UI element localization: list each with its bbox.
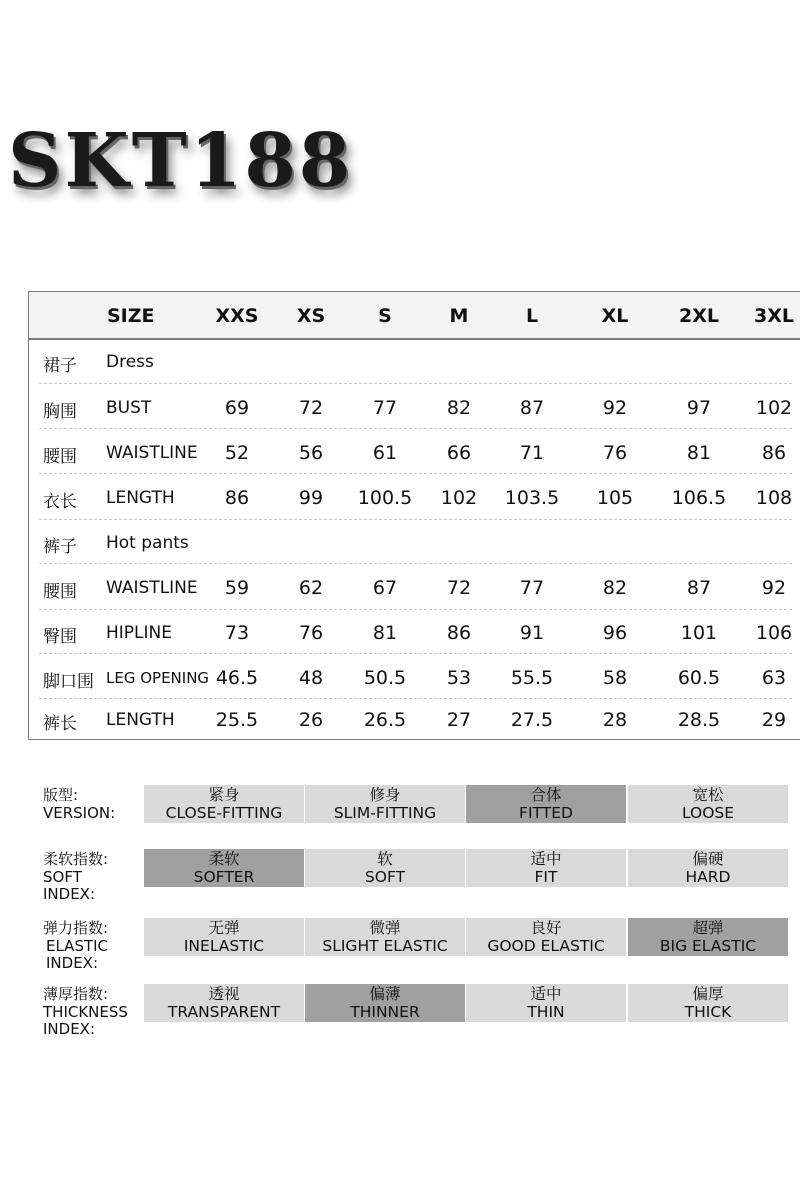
table-cell: 100.5 xyxy=(357,487,413,509)
table-cell: 86 xyxy=(224,487,250,509)
table-row xyxy=(29,429,800,474)
guide-option-en: THINNER xyxy=(350,1003,420,1021)
table-cell: 101 xyxy=(680,622,718,644)
table-cell: 102 xyxy=(755,397,793,419)
guide-option-en: SLIM-FITTING xyxy=(333,804,437,822)
guide-option xyxy=(305,849,465,887)
table-cell: 105 xyxy=(596,487,634,509)
table-cell: 72 xyxy=(298,397,324,419)
table-cell: 61 xyxy=(372,442,398,464)
guide-option-en: LOOSE xyxy=(681,804,735,822)
table-cell: 103.5 xyxy=(504,487,560,509)
table-cell: 81 xyxy=(686,442,712,464)
guide-option xyxy=(144,785,304,823)
guide-label-line: 薄厚指数: xyxy=(43,985,109,1003)
table-cell: 67 xyxy=(372,577,398,599)
guide-option xyxy=(628,849,788,887)
table-cell: 102 xyxy=(440,487,478,509)
guide-option-selected xyxy=(144,849,304,887)
table-cell: 99 xyxy=(298,487,324,509)
guide-option-cn: 偏硬 xyxy=(692,850,724,868)
size-chart-table xyxy=(28,291,800,740)
guide-label xyxy=(43,920,108,973)
guide-option xyxy=(628,785,788,823)
guide-option-en: BIG ELASTIC xyxy=(659,937,757,955)
table-cell: 27 xyxy=(446,709,472,731)
guide-option-selected xyxy=(466,785,626,823)
guide-option-en: HARD xyxy=(685,868,731,886)
size-header-cell: S xyxy=(378,305,392,327)
row-label-en: LENGTH xyxy=(106,710,175,730)
guide-option-cn: 无弹 xyxy=(208,919,240,937)
table-cell: 77 xyxy=(519,577,545,599)
table-cell: 25.5 xyxy=(215,709,259,731)
table-row xyxy=(29,699,800,739)
table-cell: 106 xyxy=(755,622,793,644)
guide-option-en: GOOD ELASTIC xyxy=(487,937,605,955)
table-cell: 97 xyxy=(686,397,712,419)
guide-option-cn: 偏厚 xyxy=(692,985,724,1003)
row-label-cn: 腰围 xyxy=(43,447,77,467)
table-cell: 106.5 xyxy=(671,487,727,509)
table-cell: 63 xyxy=(761,667,787,689)
guide-option-en: THICK xyxy=(684,1003,732,1021)
table-cell: 86 xyxy=(446,622,472,644)
table-cell: 71 xyxy=(519,442,545,464)
row-label-en: LENGTH xyxy=(106,488,175,508)
table-cell: 53 xyxy=(446,667,472,689)
guide-label-line: 弹力指数: xyxy=(43,919,109,937)
table-cell: 92 xyxy=(761,577,787,599)
table-cell: 52 xyxy=(224,442,250,464)
size-header-cell: XL xyxy=(601,305,629,327)
table-cell: 50.5 xyxy=(363,667,407,689)
table-cell: 46.5 xyxy=(215,667,259,689)
guide-option-en: SOFTER xyxy=(193,868,255,886)
table-cell: 28 xyxy=(602,709,628,731)
table-cell: 26.5 xyxy=(363,709,407,731)
guide-label-line: 版型: xyxy=(43,786,79,804)
table-cell: 76 xyxy=(602,442,628,464)
guide-option-cn: 适中 xyxy=(530,850,562,868)
row-label-en: LEG OPENING xyxy=(106,669,210,687)
guide-option-en: SLIGHT ELASTIC xyxy=(322,937,448,955)
guide-option xyxy=(466,984,626,1022)
row-label-cn: 裤长 xyxy=(43,714,77,734)
guide-label-line: INDEX: xyxy=(46,954,99,972)
guide-label-line: INDEX: xyxy=(43,1020,96,1038)
table-cell: 27.5 xyxy=(510,709,554,731)
guide-label xyxy=(43,851,108,904)
brand-logo: SKT188 xyxy=(8,118,354,204)
table-cell: 28.5 xyxy=(677,709,721,731)
table-row xyxy=(29,654,800,699)
size-header-cell: 2XL xyxy=(679,305,719,327)
guide-option-en: INELASTIC xyxy=(183,937,265,955)
row-label-en: WAISTLINE xyxy=(106,578,198,598)
table-cell: 73 xyxy=(224,622,250,644)
guide-option-selected xyxy=(305,984,465,1022)
guide-label-line: VERSION: xyxy=(43,803,116,822)
table-cell: 55.5 xyxy=(510,667,554,689)
guide-option-cn: 软 xyxy=(377,850,393,868)
guide-option-cn: 良好 xyxy=(530,919,562,937)
table-cell: 56 xyxy=(298,442,324,464)
guide-option-en: TRANSPARENT xyxy=(167,1003,281,1021)
row-label-cn: 胸围 xyxy=(43,402,77,422)
guide-option-cn: 透视 xyxy=(208,985,240,1003)
table-cell: 108 xyxy=(755,487,793,509)
guide-option xyxy=(305,785,465,823)
size-header-cell: XXS xyxy=(215,305,259,327)
table-cell: 26 xyxy=(298,709,324,731)
guide-option-cn: 修身 xyxy=(369,786,401,804)
row-label-cn: 衣长 xyxy=(43,492,77,512)
table-cell: 81 xyxy=(372,622,398,644)
guide-option-cn: 偏薄 xyxy=(369,985,401,1003)
guide-option xyxy=(628,984,788,1022)
table-cell: 72 xyxy=(446,577,472,599)
row-label-en: Dress xyxy=(106,352,154,372)
guide-label xyxy=(43,787,115,822)
row-label-en: BUST xyxy=(106,398,152,418)
guide-option xyxy=(144,984,304,1022)
table-cell: 66 xyxy=(446,442,472,464)
guide-option-en: SOFT xyxy=(364,868,406,886)
table-cell: 86 xyxy=(761,442,787,464)
table-cell: 48 xyxy=(298,667,324,689)
size-header-label: SIZE xyxy=(107,305,155,327)
table-row xyxy=(29,610,800,654)
table-cell: 87 xyxy=(519,397,545,419)
row-label-en: WAISTLINE xyxy=(106,443,198,463)
guide-option xyxy=(466,849,626,887)
guide-label-line: SOFT xyxy=(43,867,82,886)
guide-option-cn: 合体 xyxy=(530,786,562,804)
table-cell: 59 xyxy=(224,577,250,599)
row-label-cn: 脚口围 xyxy=(43,672,94,692)
size-header-cell: M xyxy=(449,305,469,327)
table-row xyxy=(29,564,800,610)
row-label-cn: 裙子 xyxy=(43,356,77,376)
guide-option-en: FIT xyxy=(534,868,558,886)
row-label-cn: 臀围 xyxy=(43,627,77,647)
size-header-cell: L xyxy=(525,305,539,327)
guide-option-cn: 超弹 xyxy=(692,919,724,937)
table-section-row xyxy=(29,520,800,564)
table-row xyxy=(29,474,800,520)
row-label-cn: 腰围 xyxy=(43,582,77,602)
guide-option-en: THIN xyxy=(527,1003,565,1021)
guide-label-line: ELASTIC xyxy=(46,936,109,955)
table-cell: 96 xyxy=(602,622,628,644)
row-label-cn: 裤子 xyxy=(43,537,77,557)
guide-option xyxy=(466,918,626,956)
guide-option-cn: 适中 xyxy=(530,985,562,1003)
table-cell: 91 xyxy=(519,622,545,644)
table-cell: 92 xyxy=(602,397,628,419)
guide-option-cn: 微弹 xyxy=(369,919,401,937)
guide-option xyxy=(305,918,465,956)
table-row xyxy=(29,384,800,429)
guide-label xyxy=(43,986,128,1039)
table-cell: 76 xyxy=(298,622,324,644)
size-chart-header xyxy=(29,292,800,340)
size-header-cell: XS xyxy=(296,305,326,327)
guide-label-line: 柔软指数: xyxy=(43,850,109,868)
size-header-cell: 3XL xyxy=(754,305,794,327)
table-cell: 82 xyxy=(602,577,628,599)
table-cell: 82 xyxy=(446,397,472,419)
guide-option-en: CLOSE-FITTING xyxy=(165,804,283,822)
guide-option-selected xyxy=(628,918,788,956)
guide-option-cn: 紧身 xyxy=(208,786,240,804)
table-section-row xyxy=(29,338,800,384)
table-cell: 29 xyxy=(761,709,787,731)
table-cell: 87 xyxy=(686,577,712,599)
row-label-en: HIPLINE xyxy=(106,623,172,643)
guide-label-line: INDEX: xyxy=(43,885,96,903)
guide-option-cn: 柔软 xyxy=(208,850,240,868)
guide-option-en: FITTED xyxy=(519,804,573,822)
guide-option xyxy=(144,918,304,956)
guide-option-cn: 宽松 xyxy=(692,786,724,804)
table-cell: 60.5 xyxy=(677,667,721,689)
table-cell: 58 xyxy=(602,667,628,689)
guide-label-line: THICKNESS xyxy=(43,1002,128,1021)
table-cell: 69 xyxy=(224,397,250,419)
table-cell: 77 xyxy=(372,397,398,419)
row-label-en: Hot pants xyxy=(106,533,189,553)
table-cell: 62 xyxy=(298,577,324,599)
